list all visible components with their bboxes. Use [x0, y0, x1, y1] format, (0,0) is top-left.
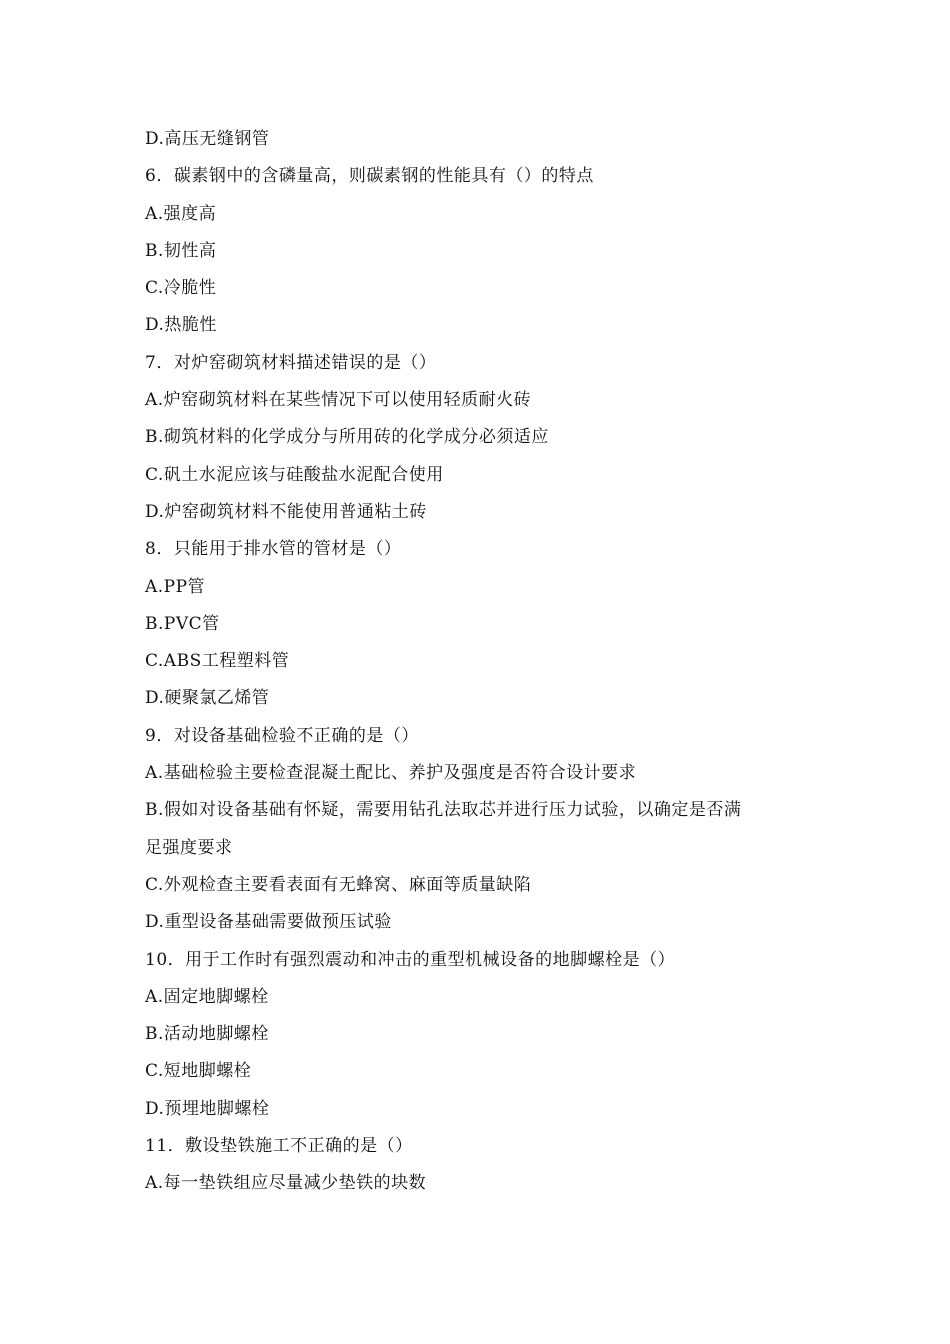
document-content	[145, 121, 825, 1203]
question-line: 10．用于工作时有强烈震动和冲击的重型机械设备的地脚螺栓是（）	[145, 949, 676, 970]
option-line: D.重型设备基础需要做预压试验	[145, 912, 392, 933]
option-line: B.假如对设备基础有怀疑，需要用钻孔法取芯并进行压力试验，以确定是否满	[145, 800, 742, 821]
option-line: D.热脆性	[145, 315, 217, 336]
question-line: 6．碳素钢中的含磷量高，则碳素钢的性能具有（）的特点	[145, 166, 594, 187]
question-line: 11．敷设垫铁施工不正确的是（）	[145, 1136, 413, 1157]
option-line: A.炉窑砌筑材料在某些情况下可以使用轻质耐火砖	[145, 390, 532, 411]
option-line: A.每一垫铁组应尽量减少垫铁的块数	[145, 1173, 427, 1194]
question-line: 8．只能用于排水管的管材是（）	[145, 539, 402, 560]
option-line: B.韧性高	[145, 240, 217, 261]
option-line: A.强度高	[145, 203, 217, 224]
question-line: 7．对炉窑砌筑材料描述错误的是（）	[145, 352, 437, 373]
option-line: D.硬聚氯乙烯管	[145, 688, 270, 709]
option-line: C.矾土水泥应该与硅酸盐水泥配合使用	[145, 464, 444, 485]
option-line: A.基础检验主要检查混凝土配比、养护及强度是否符合设计要求	[145, 763, 637, 784]
option-line: B.活动地脚螺栓	[145, 1024, 269, 1045]
option-line: B.PVC管	[145, 613, 220, 634]
option-line: D.预埋地脚螺栓	[145, 1098, 270, 1119]
option-line: A.固定地脚螺栓	[145, 986, 269, 1007]
option-line: D.炉窑砌筑材料不能使用普通粘土砖	[145, 501, 427, 522]
option-line: C.ABS工程塑料管	[145, 651, 290, 672]
question-line: 9．对设备基础检验不正确的是（）	[145, 725, 419, 746]
option-line-continuation: 足强度要求	[145, 837, 233, 858]
option-line: B.砌筑材料的化学成分与所用砖的化学成分必须适应	[145, 427, 549, 448]
option-line: D.高压无缝钢管	[145, 129, 270, 149]
option-line: C.短地脚螺栓	[145, 1061, 252, 1082]
option-line: C.外观检查主要看表面有无蜂窝、麻面等质量缺陷	[145, 874, 532, 895]
option-line: C.冷脆性	[145, 278, 217, 299]
option-line: A.PP管	[145, 576, 206, 597]
